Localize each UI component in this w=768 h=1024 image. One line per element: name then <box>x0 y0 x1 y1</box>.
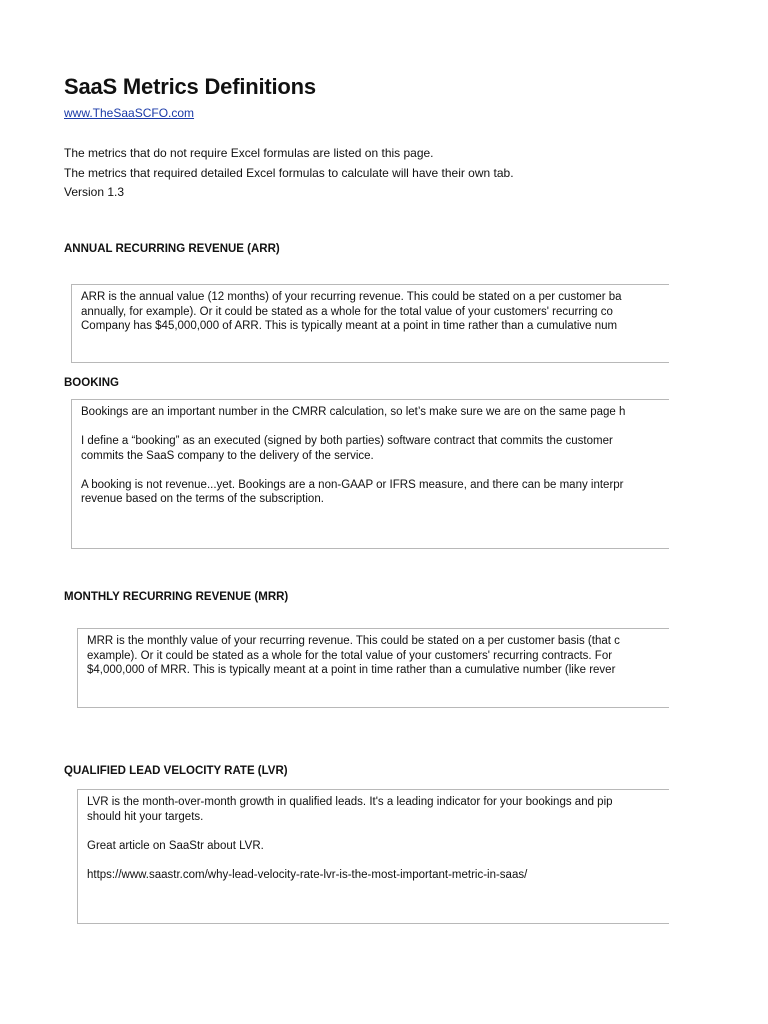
text-line: commits the SaaS company to the delivery of the service. <box>81 449 374 462</box>
definition-box-arr <box>71 284 669 363</box>
text-line: Company has $45,000,000 of ARR. This is typically meant at a point in time rather than a cumulative num <box>81 320 618 332</box>
paragraph <box>81 290 669 334</box>
intro-line: Version 1.3 <box>64 185 125 199</box>
paragraph <box>81 434 669 463</box>
saastr-url-text: https://www.saastr.com/why-lead-velocity-rate-lvr-is-the-most-important-metric-in-saas/ <box>87 868 528 881</box>
section-heading-arr: ANNUAL RECURRING REVENUE (ARR) <box>64 243 280 255</box>
text-line: A booking is not revenue...yet. Bookings are a non-GAAP or IFRS measure, and there can be many interpr <box>81 478 624 491</box>
text-line: $4,000,000 of MRR. This is typically meant at a point in time rather than a cumulative number (like rever <box>87 664 616 676</box>
paragraph <box>87 634 669 678</box>
text-line: Great article on SaaStr about LVR. <box>87 839 264 852</box>
section-heading-booking: BOOKING <box>64 377 119 389</box>
text-line: I define a “booking” as an executed (signed by both parties) software contract that commits the customer <box>81 435 613 447</box>
text-line: LVR is the month-over-month growth in qualified leads. It's a leading indicator for your bookings and pip <box>87 796 613 808</box>
intro-block <box>64 144 514 203</box>
paragraph <box>87 868 669 883</box>
section-heading-mrr: MONTHLY RECURRING REVENUE (MRR) <box>64 591 289 603</box>
definition-box-booking <box>71 399 669 549</box>
definition-text-mrr <box>87 634 669 678</box>
paragraph <box>81 405 669 420</box>
intro-line: The metrics that do not require Excel formulas are listed on this page. <box>64 146 434 160</box>
section-heading-lvr: QUALIFIED LEAD VELOCITY RATE (LVR) <box>64 765 288 777</box>
text-line: Bookings are an important number in the CMRR calculation, so let’s make sure we are on the same page h <box>81 406 626 418</box>
text-line: MRR is the monthly value of your recurring revenue. This could be stated on a per customer basis (that c <box>87 635 620 647</box>
paragraph <box>87 795 669 824</box>
text-line: example). Or it could be stated as a whole for the total value of your customers' recurring contracts. For <box>87 649 613 662</box>
website-link[interactable]: www.TheSaaSCFO.com <box>64 106 195 120</box>
intro-line: The metrics that required detailed Excel formulas to calculate will have their own tab. <box>64 165 514 180</box>
definition-box-mrr <box>77 628 669 708</box>
paragraph <box>81 478 669 507</box>
text-line: annually, for example). Or it could be stated as a whole for the total value of your customers' recurring co <box>81 305 613 318</box>
definition-text-booking <box>81 405 669 507</box>
text-line: should hit your targets. <box>87 810 204 823</box>
page-title: SaaS Metrics Definitions <box>64 74 316 99</box>
definition-text-arr <box>81 290 669 334</box>
paragraph <box>87 839 669 854</box>
definition-box-lvr <box>77 789 669 924</box>
text-line: ARR is the annual value (12 months) of your recurring revenue. This could be stated on a per customer ba <box>81 291 622 303</box>
definition-text-lvr <box>87 795 669 882</box>
text-line: revenue based on the terms of the subscription. <box>81 493 324 505</box>
